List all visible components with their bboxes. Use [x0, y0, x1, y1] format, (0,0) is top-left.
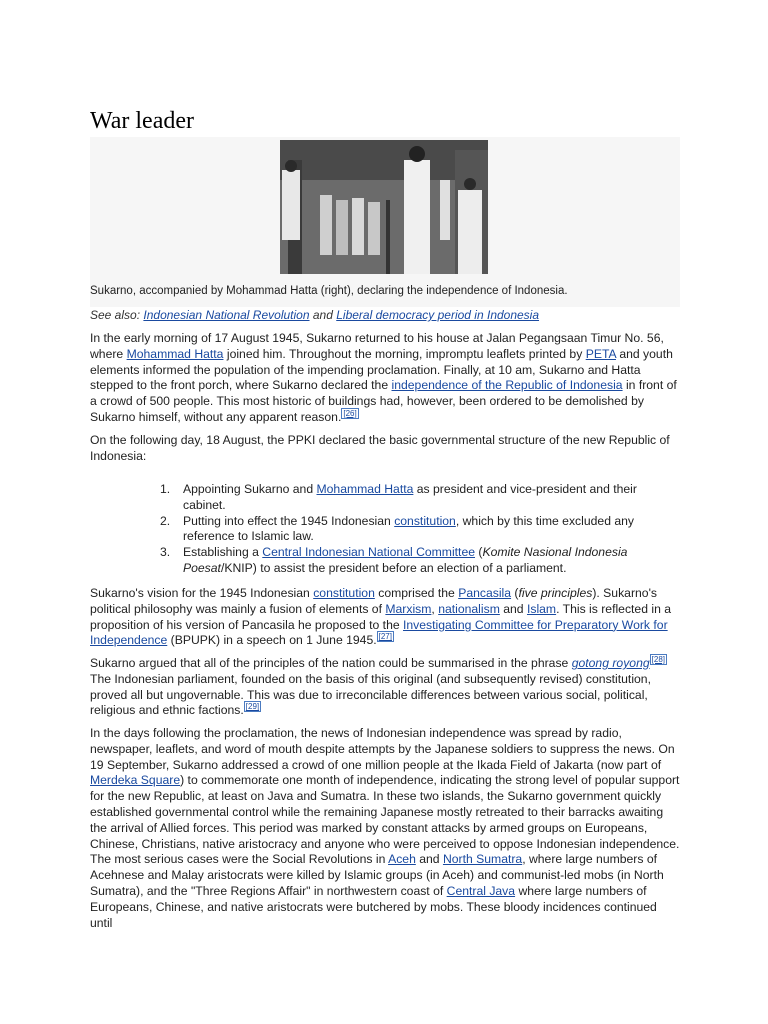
- paragraph-2: On the following day, 18 August, the PPKI declared the basic governmental structure of the new Republic of Indonesia:: [90, 433, 670, 463]
- p1-text-4: in front of a crowd of 500 people. This most historic of buildings had, however, been ordered to be demolished by Sukarno himself, without any apparent reason.: [90, 378, 677, 425]
- link-peta[interactable]: PETA: [585, 346, 616, 361]
- li2-text-1: Putting into effect the 1945 Indonesian: [183, 513, 395, 528]
- link-constitution-2[interactable]: constitution: [313, 586, 375, 600]
- list-number: 3.: [160, 545, 171, 560]
- p3-text-6: and: [499, 601, 527, 616]
- paragraph-4: [90, 656, 680, 719]
- p3-text-8: (BPUPK) in a speech on 1 June 1945.: [167, 633, 377, 648]
- p4-text-1: Sukarno argued that all of the principles of the nation could be summarised in the phrase: [90, 656, 572, 671]
- li1-text-2: as president and vice-president and their cabinet.: [183, 482, 637, 512]
- p5-text-3: and: [415, 852, 443, 867]
- p3-text-2: comprised the: [374, 586, 459, 600]
- citation-26[interactable]: [26]: [343, 408, 357, 418]
- link-islam[interactable]: Islam: [526, 601, 557, 616]
- p3-text-5: ,: [431, 601, 439, 616]
- link-mohammad-hatta[interactable]: Mohammad Hatta: [126, 346, 224, 361]
- list-item: [90, 514, 680, 546]
- link-investigating-committee[interactable]: Investigating Committee for Preparatory Work for Independence: [90, 617, 668, 648]
- list-number: 2.: [160, 513, 171, 528]
- historical-photo: [280, 140, 488, 274]
- list-item: [90, 482, 680, 514]
- paragraph-1: [90, 331, 680, 426]
- li3-text-2: (: [475, 545, 483, 560]
- p3-text-4: ). Sukarno's political philosophy was mainly a fusion of elements of: [90, 586, 657, 616]
- p5-text-2: ) to commemorate one month of independence, indicating the strong level of popular support for the new Republic, at least on Java and Sumatra. In these two islands, the Sukarno government quickly established governmental control while the remaining Japanese mostly retreated to their barracks awaiting the arrival of Allied forces. This period was marked by constant attacks by armed groups on Europeans, Chinese, Christians, native aristocracy and anyone who were perceived to oppose Indonesian independence. The most serious cases were the Social Revolutions in: [90, 773, 680, 867]
- li3-italic: Komite Nasional Indonesia Poesat: [183, 545, 628, 575]
- li2-text-2: , which by this time excluded any reference to Islamic law.: [183, 513, 635, 544]
- p3-text-3: (: [511, 586, 519, 600]
- link-aceh[interactable]: Aceh: [388, 852, 416, 867]
- link-merdeka-square[interactable]: Merdeka Square: [90, 773, 181, 788]
- list-item: [90, 545, 680, 577]
- link-central-java[interactable]: Central Java: [446, 883, 516, 898]
- p1-text-2: joined him. Throughout the morning, impromptu leaflets printed by: [223, 346, 586, 361]
- link-constitution[interactable]: constitution: [394, 513, 456, 528]
- li3-text-1: Establishing a: [183, 545, 263, 560]
- figure-caption: Sukarno, accompanied by Mohammad Hatta (right), declaring the independence of Indonesia.: [90, 285, 568, 297]
- citation-28[interactable]: [28]: [651, 655, 665, 664]
- p3-text-7: . This is reflected in a proposition of his version of Pancasila he proposed to the: [90, 601, 672, 632]
- paragraph-5: [90, 726, 680, 931]
- p5-text-5: where large numbers of Europeans, Chinese, and native aristocrats were butchered by mobs. These bloody incidences continued until: [90, 883, 657, 930]
- section-heading: War leader: [90, 106, 680, 139]
- link-indonesian-national-revolution[interactable]: Indonesian National Revolution: [143, 308, 310, 322]
- citation-29[interactable]: [29]: [245, 702, 260, 712]
- list-number: 1.: [160, 482, 171, 496]
- paragraph-3: [90, 586, 680, 649]
- citation-27[interactable]: [27]: [378, 632, 392, 642]
- link-pancasila[interactable]: Pancasila: [458, 586, 512, 600]
- p1-text-1: In the early morning of 17 August 1945, Sukarno returned to his house at Jalan Pegangsaan Timur No. 56, where: [90, 331, 664, 361]
- link-independence-of-indonesia[interactable]: independence of the Republic of Indonesia: [391, 378, 623, 393]
- numbered-list: [90, 482, 680, 577]
- link-gotong-royong[interactable]: gotong royong: [571, 656, 650, 671]
- link-nationalism[interactable]: nationalism: [438, 601, 500, 616]
- li3-text-3: /KNIP) to assist the president before an election of a parliament.: [220, 560, 567, 575]
- p5-text-4: , where large numbers of Acehnese and Malay aristocrats were killed by Islamic groups (in Aceh) and communist-led mobs (in North Sumatra), and the "Three Regions Affair" in northwestern coast of: [90, 852, 664, 898]
- link-mohammad-hatta-2[interactable]: Mohammad Hatta: [316, 482, 414, 496]
- p3-text-1: Sukarno's vision for the 1945 Indonesian: [90, 586, 314, 600]
- figure: [90, 137, 680, 307]
- link-north-sumatra[interactable]: North Sumatra: [442, 852, 523, 867]
- p5-text-1: In the days following the proclamation, the news of Indonesian independence was spread by radio, newspaper, leaflets, and word of mouth despite attempts by the Japanese soldiers to suppress the news. On 19 September, Sukarno addressed a crowd of one million people at the Ikada Field of Jakarta (now part of: [90, 726, 675, 772]
- li1-text-1: Appointing Sukarno and: [183, 482, 317, 496]
- see-also-hatnote: [90, 308, 539, 322]
- link-liberal-democracy-period[interactable]: Liberal democracy period in Indonesia: [336, 308, 540, 322]
- p3-italic: five principles: [518, 586, 593, 600]
- p1-text-3: and youth elements informed the population of the impending proclamation. Finally, at 10 am, Sukarno and Hatta stepped to the front porch, where Sukarno declared the: [90, 346, 673, 393]
- link-marxism[interactable]: Marxism: [385, 601, 432, 616]
- see-also-and: and: [312, 308, 333, 322]
- p4-text-2: The Indonesian parliament, founded on the basis of this original (and subsequently revised) constitution, proved all but ungovernable. This was due to irreconcilable differences between various social, political, religious and ethnic factions.: [90, 671, 651, 718]
- link-central-indonesian-national-committee[interactable]: Central Indonesian National Committee: [262, 545, 475, 560]
- see-also-label: See also:: [90, 308, 141, 322]
